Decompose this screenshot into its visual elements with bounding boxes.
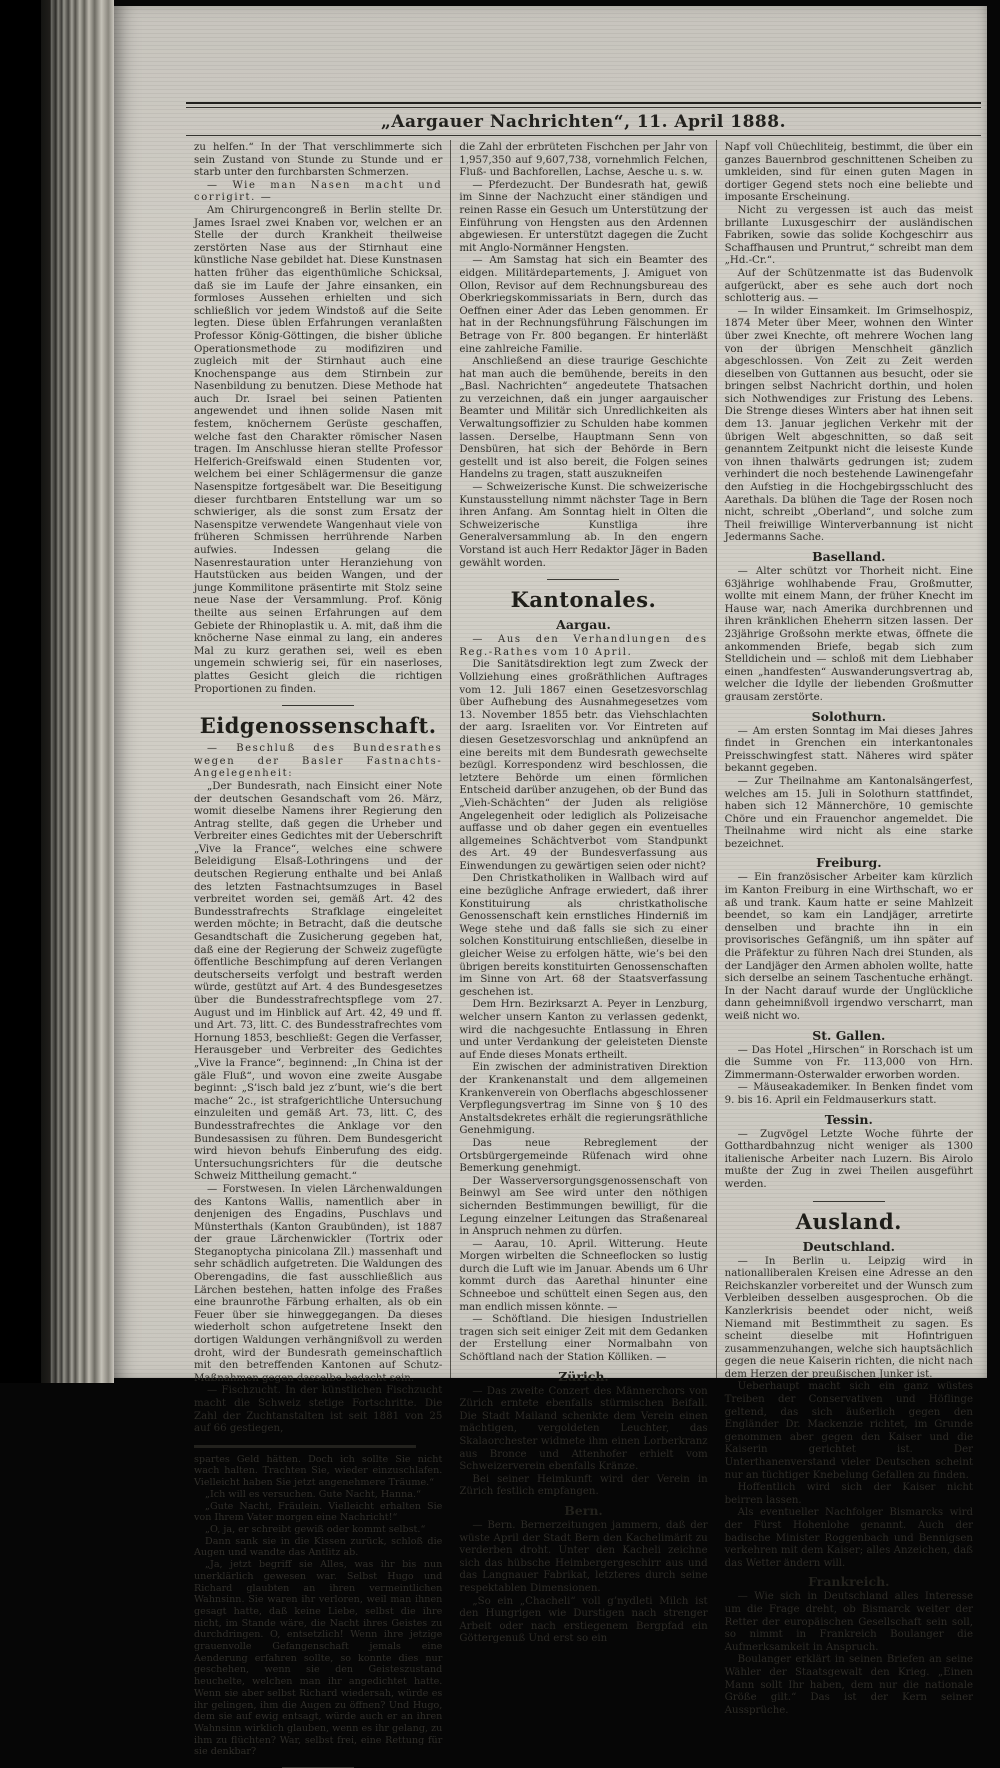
article-nasen: Am Chirurgencongreß in Berlin stellte Dr. James Israel zwei Knaben vor, welchen er an Stelle der durch Krankheit theilweise zerstörten Nase aus der Stirnhaut eine künstliche Nase gebildet hat. Diese Kunstnasen hatten früher das eigenthümliche Schicksal, daß sie im Laufe der Jahre einsanken, ein formloses Aussehen erhielten und sich schließlich vor jedem Windstoß auf die Seite legten. Diese üblen Erfahrungen veranlaßten Professor König-Göttingen, die bisher übliche Operationsmethode zu modifiziren und zugleich mit der Stirnhaut auch eine Knochenspange aus dem Stirnbein zur Nasenbildung zu benutzen. Diese Methode hat auch Dr. Israel bei seinen Patienten angewendet und ihnen solide Nasen mit festem, knöchernem Gerüste geschaffen, welche fast den Charakter römischer Nasen tragen. Im Anschlusse hieran stellte Professor Helferich-Greifswald einen Studenten vor, welchem bei einer Schlägermensur die ganze Nasenspitze fortgesäbelt war. Die Beseitigung dieser furchtbaren Entstellung war um so schwieriger, als die sonst zum Ersatz der Nasenspitze verwendete Wangenhaut viele von früheren Schmissen herrührende Narben aufwies. Indessen gelang die Nasenrestauration unter Heranziehung von Hautstücken aus beiden Wangen, und der junge Kommilitone präsentirte mit Stolz seine neue Nase der Versammlung. Prof. König theilte aus seinen Erfahrungen auf dem Gebiete der Rhinoplastik u. A. mit, daß ihm die knöcherne Nase einmal zu lang, ein anderes Mal zu kurz gerathen sei, weil es eben ungemein schwierig sei, für ein naserloses, plattes Gesicht gleich die richtigen Proportionen zu finden. [194, 204, 443, 695]
item-beinwyl: Der Wasserversorgungsgenossenschaft von Beinwyl am See wird unter den nöthigen sichernden Bestimmungen bewilligt, für die Legung einzelner Leitungen das Straßenareal in Anspruch nehmen zu dürfen. [459, 1175, 708, 1238]
item-mackenzie: Ueberhaupt macht sich ein ganz wüstes Treiben der Conservativen und Höflinge geltend, das sich äußerlich gegen den Engländer Dr. Mackenzie richtet, im Grunde genommen aber gegen den Kaiser und die Kaiserin gerichtet ist. Der Unterthanenverstand vieler Deutschen scheint nur an tüchtiger Knebelung Gefallen zu finden. [724, 1381, 973, 1481]
item-fischzucht: — Fischzucht. In der künstlichen Fischzucht macht die Schweiz stetige Fortschritte. Die Zahl der Zuchtanstalten ist seit 1881 von 25 auf 66 gestiegen, [194, 1385, 443, 1435]
item-zugvoegel: — Zugvögel Letzte Woche führte der Gotthardbahnzug nicht weniger als 1300 italienische Arbeiter nach Luzern. Bis Airolo mußte der Zug in zwei Theilen ausgeführt werden. [724, 1128, 973, 1190]
item-bundesrath: „Der Bundesrath, nach Einsicht einer Note der deutschen Gesandschaft vom 26. März, womit dieselbe Namens ihrer Regierung den Antrag stellte, daß gegen die Urheber und Verbreiter eines Gedichtes mit der Ueberschrift „Vive la France“, welches eine schwere Beleidigung Elsaß-Lothringens und der deutschen Regierung enthalte und bei Anlaß des letzten Fastnachtsumzuges in Basel verbreitet worden sei, gemäß Art. 42 des Bundesstrafrechts Strafklage eingeleitet werden möchte; in Betracht, daß die deutsche Gesandtschaft die Zusicherung gegeben hat, daß eine der Regierung der Schweiz zugefügte öffentliche Beschimpfung auf deren Verlangen deutscherseits verfolgt und bestraft werden würde, gestützt auf Art. 4 des Bundesgesetzes über die Bundesstrafrechtspflege vom 27. August und im Hinblick auf Art. 42, 49 und ff. und Art. 73, litt. C. des Bundesstrafrechtes vom Hornung 1853, beschließt: Gegen die Verfasser, Herausgeber und Verbreiter des Gedichtes „Vive la France“, beginnend: „In China ist der gäle Fluß“, und wovon eine zweite Ausgabe beginnt: „S’isch bald jez z’bunt, wie’s die bert mache“ 2c., ist strafgerichtliche Untersuchung einzuleiten und gemäß Art. 73, litt. C, des Bundesstrafrechtes die Anklage vor den Bundesassisen zu führen. Dem Bundesgericht wird hievon behufs Einberufung des eidg. Untersuchungsrichters für die deutsche Schweiz Mittheilung gemacht.“ [194, 780, 443, 1183]
item-kachelimaerit: — Bern. Bernerzeitungen jammern, daß der wüste April der Stadt Bern den Kachelimärit zu verderben droht. Unter den Kacheli zeichne sich das hübsche Heimbergergeschirr aus und das Langnauer Fabrikat, letzteres durch seine respektablen Dimensionen. [459, 1519, 708, 1594]
item-hirschen: — Das Hotel „Hirschen“ in Rorschach ist um die Summe von Fr. 113,000 von Hrn. Zimmermann-Osterwalder erworben worden. [724, 1044, 973, 1081]
canton-header-stgallen: St. Gallen. [812, 1027, 886, 1043]
item-heimkunft: Bei seiner Heimkunft wird der Verein in Zürich festlich empfangen. [459, 1473, 708, 1498]
canton-header-bern: Bern. [564, 1502, 603, 1518]
masthead-title: „Aargauer Nachrichten“, 11. April 1888. [380, 112, 787, 132]
item-schwingfest: — Am ersten Sonntag im Mai dieses Jahres findet in Grenchen ein interkantonales Preisschwingfest statt. Näheres wird später bekannt gegeben. [724, 725, 973, 775]
item-peyer: Dem Hrn. Bezirksarzt A. Peyer in Lenzburg, welcher unsern Kanton zu verlassen gedenkt, wird die nachgesuchte Entlassung in Ehren und unter Verdankung der geleisteten Dienste auf Ende dieses Monats ertheilt. [459, 999, 708, 1061]
item-oberflachs: Ein zwischen der administrativen Direktion der Krankenanstalt und dem allgemeinen Krankenverein von Oberflachs abgeschlossener Verpflegungsvertrag im Sinne von § 10 des Anstaltsdekretes erhält die regierungsräthliche Genehmigung. [459, 1062, 708, 1137]
section-header-eidgenossenschaft: Eidgenossenschaft. [199, 713, 437, 739]
feuilleton-text: „Ich will es versuchen. Gute Nacht, Hanna.“ [205, 1488, 421, 1500]
canton-header-tessin: Tessin. [824, 1111, 873, 1127]
item-luxusgeschirr: Nicht zu vergessen ist auch das meist brillante Luxusgeschirr der ausländischen Fabriken, sowie das solide Kochgeschirr aus Schaffhausen und Pruntrut,“ schreibt man dem „Hd.-Cr.“. [724, 204, 973, 267]
item-kunst: — Schweizerische Kunst. Die schweizerische Kunstausstellung nimmt nächster Tage in Bern ihren Anfang. Am Sonntag hielt in Olten die Schweizerische Kunstliga ihre Generalversammlung ab. In den engern Vorstand ist auch Herr Redaktor Jäger in Baden gewählt worden. [459, 482, 708, 569]
masthead-rule-top [186, 102, 981, 104]
canton-header-zuerich: Zürich. [558, 1368, 609, 1384]
item-chuechli-continuation: Napf voll Chüechliteig, bestimmt, die über ein ganzes Bauernbrod geschnittenen Scheiben zu umkleiden, sind für einen guten Magen in dortiger Gegend stets noch eine beliebte und imposante Erscheinung. [724, 142, 973, 204]
section-divider [282, 705, 354, 706]
section-header-ausland: Ausland. [795, 1208, 902, 1234]
section-divider [547, 579, 619, 580]
canton-header-aargau: Aargau. [556, 617, 611, 633]
feuilleton-text: „O, ja, er schreibt gewiß oder kommt selbst.“ [205, 1524, 426, 1535]
item-maennerchor: — Das zweite Conzert des Männerchors von Zürich erntete ebenfalls stürmischen Beifall. Die Stadt Mailand schenkte dem Verein einen mächtigen, vergoldeten Leuchter, das Skalaorchester widmete ihm einen Lorberkranz aus Bronce und Attenhofer erhielt vom Schweizerverein ebenfalls Kränze. [459, 1385, 708, 1473]
item-lead-regrath: — Aus den Verhandlungen des Reg.-Rathes vom 10 April. [459, 634, 708, 658]
country-header-deutschland: Deutschland. [802, 1238, 896, 1254]
item-lead-bundesrath: — Beschluß des Bundesrathes wegen der Basler Fastnachts-Angelegenheit: [194, 743, 443, 780]
item-boulanger-2: Boulanger erklärt in seinen Briefen an seine Wähler der Staatsgewalt den Krieg. „Einen Mann sollt Ihr haben, dem nur die nationale Größe gilt.“ Das ist der Kern seiner Aussprüche. [724, 1654, 973, 1716]
item-saengerfest: — Zur Theilnahme am Kantonalsängerfest, welches am 15. Juli in Solothurn stattfindet, haben sich 12 Männerchöre, 10 gemischte Chöre und ein Frauenchor angemeldet. Die Theilnahme wird nicht als eine starke bezeichnet. [724, 775, 973, 850]
item-fischzucht-continuation: die Zahl der erbrüteten Fischchen per Jahr von 1,957,350 auf 9,607,738, vornehmlich Felchen, Fluß- und Bachforellen, Lachse, Aesche u. s. w. [459, 142, 708, 179]
feuilleton-text: Dann sank sie in die Kissen zurück, schloß die Augen und wandte das Antlitz ab. [194, 1535, 443, 1559]
section-header-kantonales: Kantonales. [510, 587, 657, 613]
article-title-nasen: — Wie man Nasen macht und corrigirt. — [194, 179, 443, 204]
item-grimsel: — In wilder Einsamkeit. Im Grimselhospiz, 1874 Meter über Meer, wohnen den Winter über zwei Knechte, oft mehrere Wochen lang von der übrigen Menschheit gänzlich abgeschlossen. Von Zeit zu Zeit werden dieselben von Guttannen aus besucht, oder sie bringen selbst Nachricht dorthin, und holen sich Nothwendiges zur Fristung des Lebens. Die Strenge dieses Winters aber hat ihnen seit dem 13. Januar jeglichen Verkehr mit der übrigen Welt abgeschnitten, so daß seit genanntem Zeitpunkt nicht die leiseste Kunde von ihnen thalwärts gedrungen ist; zudem verhindert die noch bestehende Lawinengefahr den Aufstieg in die Hochgebirgsschlucht des Aarethals. Da blühen die Tage der Rosen noch nicht, schreibt „Oberland“, und solche zum Theil freiwillige Winterverbannung ist nicht Jedermanns Sache. [724, 305, 973, 544]
canton-header-solothurn: Solothurn. [811, 708, 887, 724]
item-wallbach: Den Christkatholiken in Wallbach wird auf eine bezügliche Anfrage erwiedert, daß ihrer Konstituirung als christkatholische Genossenschaft kein ernstliches Hinderniß im Wege stehe und daß falls sie sich zu einer solchen Konstituirung entschließen, dieselbe in gleicher Weise zu erfolgen hätte, wie’s bei den übrigen bereits konstituirten Genossenschaften im Sinne von Art. 68 der Staatsverfassung geschehen ist. [459, 873, 708, 998]
item-hohenlohe: Als eventueller Nachfolger Bismarcks wird der Fürst Hohenlohe genannt. Auch der badische Minister Roggenbach und Bennigsen verkehren mit dem Kaiser; alles Anzeichen, daß das Wetter ändern will. [724, 1507, 973, 1569]
feuilleton-divider [194, 1445, 416, 1448]
page-content [186, 102, 981, 1758]
column-right [716, 140, 981, 1716]
column-layout [186, 140, 981, 1758]
item-sanitaetsdirektion: Die Sanitätsdirektion legt zum Zweck der Vollziehung eines großräthlichen Auftrages vom 12. Juli 1867 einen Gesetzesvorschlag über Aufhebung des Ausnahmegesetzes vom 13. November 1855 betr. das Viehschlachten der aarg. Israeliten vor. Vor Eintreten auf diesen Gesetzesvorschlag und anknüpfend an eine bereits mit dem Bundesrath gewechselte bezügl. Korrespondenz wird beschlossen, die letztere Behörde um einen förmlichen Entscheid darüber anzugehen, ob der Bund das „Vieh-Schächten“ der Juden als religiöse Angelegenheit oder lediglich als Polizeisache auffasse und ob daher gegen ein eventuelles allgemeines Schächtverbot vom Standpunkt des Art. 49 der Bundesverfassung aus Einwendungen zu gewärtigen seien oder nicht? [459, 659, 708, 872]
feuilleton-text: „Gute Nacht, Fräulein. Vielleicht erhalten Sie von Ihrem Vater morgen eine Nachricht!“ [194, 1500, 443, 1524]
item-thorheit: — Alter schützt vor Thorheit nicht. Eine 63jährige wohlhabende Frau, Großmutter, wollte mit einem Mann, der früher Knecht im Hause war, nach Amerika durchbrennen und ihren kränklichen Eheherrn sitzen lassen. Der 23jährige Großsohn merkte etwas, öffnete die ankommenden Briefe, begab sich zum Stelldichein und — schloß mit dem Liebhaber einen „handfesten“ Auswanderungsvertrag ab, welcher die Idylle der liebenden Großmutter grausam zerstörte. [724, 566, 973, 703]
item-kaiser: Hoffentlich wird sich der Kaiser nicht beirren lassen. [724, 1482, 973, 1506]
item-landjaeger: — Ein französischer Arbeiter kam kürzlich im Kanton Freiburg in eine Wirthschaft, wo er aß und trank. Kaum hatte er seine Mahlzeit beendet, so kam ein Landjäger, arretirte denselben und brachte ihn in ein provisorisches Gefängniß, um ihn später auf die Präfektur zu führen Nach drei Stunden, als der Landjäger den Armen abholen wollte, hatte sich derselbe an seinem Taschentuche erhängt. In der Nacht darauf wurde der Unglückliche dann geheimnißvoll irgendwo verscharrt, man weiß nicht wo. [724, 872, 973, 1022]
item-ruefenach: Das neue Rebreglement der Ortsbürgergemeinde Rüfenach wird ohne Bemerkung genehmigt. [459, 1137, 708, 1175]
item-maeuseakademiker: — Mäuseakademiker. In Benken findet vom 9. bis 16. April ein Feldmauserkurs statt. [724, 1082, 973, 1106]
item-reichskanzler: — In Berlin u. Leipzig wird in nationalliberalen Kreisen eine Adresse an den Reichskanzler vorbereitet und der Wunsch zum Verbleiben desselben ausgesprochen. Ob die Kanzlerkrisis beendet oder nicht, weiß Niemand mit Bestimmtheit zu sagen. Es scheint dieselbe mit Hofintriguen zusammenzuhangen, welche sich hauptsächlich gegen die neue Kaiserin richten, die nicht nach dem Herzen der preußischen Junker ist. [724, 1255, 973, 1380]
masthead-rule-bottom [186, 135, 981, 136]
country-header-frankreich: Frankreich. [808, 1574, 890, 1590]
canton-header-baselland: Baselland. [812, 549, 886, 564]
column-left [186, 140, 450, 1758]
item-pferdezucht: — Pferdezucht. Der Bundesrath hat, gewiß im Sinne der Nachzucht einer ständigen und reinen Rasse ein Gesuch um Unterstützung der Einführung von Hengsten aus den Ardennen abgewiesen. Er unterstützt dagegen die Zucht mit Anglo-Normänner Hengsten. [459, 179, 708, 254]
item-schoeftland: — Schöftland. Die hiesigen Industriellen tragen sich seit einiger Zeit mit dem Gedanken der Erstellung einer Normalbahn von Schöftland nach der Station Kölliken. — [459, 1314, 708, 1364]
canton-header-freiburg: Freiburg. [816, 855, 882, 871]
item-schuetzenmatte: Auf der Schützenmatte ist das Budenvolk aufgerückt, aber es sehe auch dort noch schlotterig aus. — [724, 267, 973, 305]
item-chacheli: „So ein „Chacheli“ voll g’nydleti Milch ist den Hungrigen wie Durstigen nach strenger Arbeit oder nach erstiegenem Bergpfad ein Göttergenuß Und erst so ein [459, 1595, 708, 1645]
item-aarau-witterung: — Aarau, 10. April. Witterung. Heute Morgen wirbelten die Schneeflocken so lustig durch die Luft wie im Januar. Abends um 6 Uhr kommt durch das Aarethal hinunter eine Schneeboe und schüttelt einen Segen aus, den man endlich missen könnte. — [459, 1238, 708, 1313]
feuilleton-text: spartes Geld hätten. Doch ich sollte Sie nicht wach halten. Trachten Sie, wieder einzuschlafen. Vielleicht haben Sie jetzt angenehmere Träume.“ [194, 1453, 443, 1489]
column-middle [450, 140, 715, 1645]
article-continuation: zu helfen.“ In der That verschlimmerte sich sein Zustand von Stunde zu Stunde und er starb unter den furchbarsten Schmerzen. [194, 142, 443, 179]
newspaper-page [114, 6, 987, 1758]
item-militaer: — Am Samstag hat sich ein Beamter des eidgen. Militärdepartements, J. Amiguet von Ollon, Revisor auf dem Rechnungsbureau des Oberkriegskommissariats in Bern, durch das Oeffnen einer Ader das Leben genommen. Er hat in der Rechnungsführung Fälschungen im Betrage von Fr. 800 begangen. Er hinterläßt eine zahlreiche Familie. [459, 255, 708, 355]
section-divider [813, 1201, 885, 1202]
feuilleton-text: „Ja, jetzt begriff sie Alles, was ihr bis nun unerklärlich gewesen war. Selbst Hugo und Richard glaubten an ihren vermeintlichen Wahnsinn. Sie waren ihr verloren, weil man ihnen gesagt hatte, daß keine Liebe, selbst die ihre nicht, im Stande wäre, die Nacht ihres Geistes zu durchdringen. O, entsetzlich! Wenn ihre jetzige grauenvolle Gefangenschaft jemals eine Aenderung erfahren sollte, so konnte dies nur geschehen, wenn sie den Geisteszustand heuchelte, welchen man ihr angedichtet hatte. Wenn sie aber selbst Richard wiedersah, würde es ihr gelingen, ihm die Augen zu öffnen? Und Hugo, dem sie auf ewig entsagt, würde auch er an ihren Wahnsinn wirklich glauben, wenn es ihr gelang, zu ihm zu flüchten? War, selbst frei, eine Rettung für sie denkbar? [194, 1559, 443, 1758]
book-page-edges [0, 0, 114, 1383]
item-senn: Anschließend an diese traurige Geschichte hat man auch die bemühende, bereits in den „Basl. Nachrichten“ angedeutete Thatsachen zu verzeichnen, daß ein junger aargauischer Beamter und Militär sich Unredlichkeiten als Verwaltungsoffizier zu Schulden habe kommen lassen. Derselbe, Hauptmann Senn von Densbüren, hat sich der Behörde in Bern gestellt und ist also bereit, die Folgen seines Handelns zu tragen, statt auszukneifen [459, 356, 708, 481]
item-boulanger-1: — Wie sich in Deutschland alles Interesse um die Frage dreht, ob Bismarck weiter der Retter der europäischen Gesellschaft sein soll, so nimmt in Frankreich Boulanger die Aufmerksamkeit in Anspruch. [724, 1591, 973, 1653]
item-forstwesen: — Forstwesen. In vielen Lärchenwaldungen des Kantons Wallis, namentlich aber in denjenigen des Engadins, Puschlavs und Münsterthals (Kanton Graubünden), ist 1887 der graue Lärchenwickler (Tortrix oder Steganoptycha pinicolana Zll.) massenhaft und sehr schädlich aufgetreten. Die Waldungen des Oberengadins, die fast ausschließlich aus Lärchen bestehen, hatten infolge des Fraßes eine braunrothe Färbung erhalten, als ob ein Feuer über sie hinweggegangen. Da dieses wiederholt schon aufgetretene Insekt den dortigen Waldungen verhängnißvoll zu werden droht, wird der Bundesrath gemeinschaftlich mit den betreffenden Kantonen auf Schutz-Maßnahmen gegen dasselbe bedacht sein. [194, 1183, 443, 1384]
